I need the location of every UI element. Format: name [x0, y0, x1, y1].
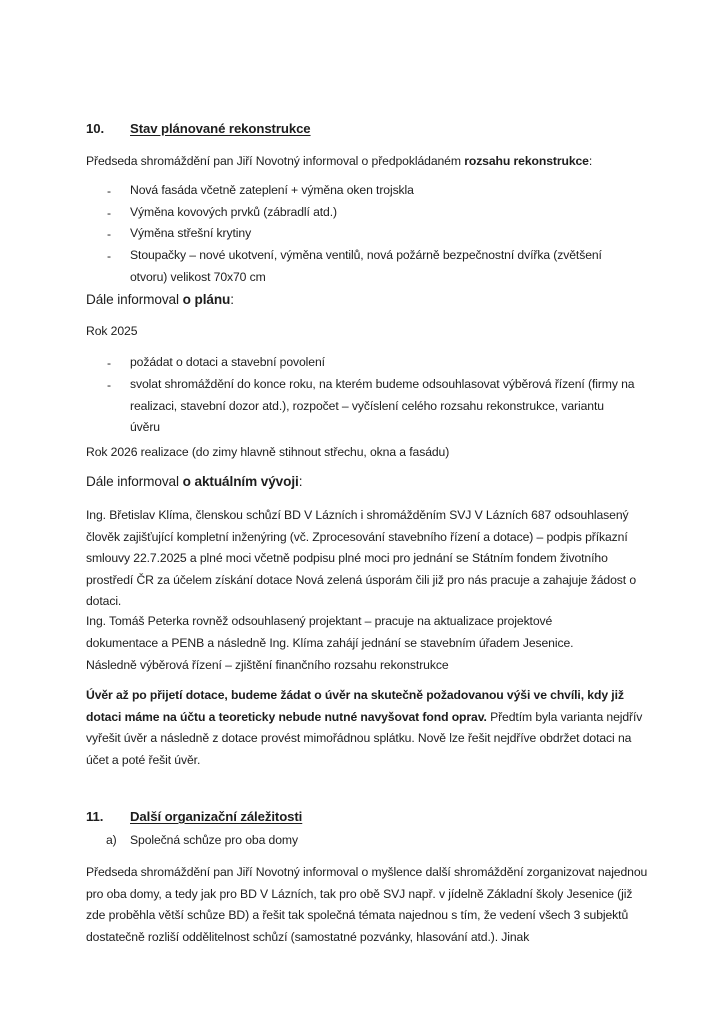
list-item: požádat o dotaci a stavební povolení [130, 355, 325, 369]
dev-heading-text: Dále informoval [86, 474, 183, 489]
section-10-heading [86, 121, 311, 137]
section-title: Stav plánované rekonstrukce [130, 121, 311, 136]
intro-text: Předseda shromáždění pan Jiří Novotný informoval o předpokládaném [86, 154, 465, 168]
dev-heading-suffix: : [298, 474, 303, 489]
list-item: Stoupačky – nové ukotvení, výměna ventilů, nová požárně bezpečnostní dvířka (zvětšení otvoru) velikost 70x70 cm [130, 248, 602, 284]
section-title: Další organizační záležitosti [130, 809, 303, 824]
list-marker: - [107, 378, 112, 392]
loan-text: Předtím byla varianta nejdřív vyřešit úvěr a následně z dotace provést mimořádnou splátku. Nově lze řešit nejdříve obdržet dotaci na účet a poté řešit úvěr. [86, 709, 643, 767]
list-marker: - [107, 227, 112, 241]
list-marker: - [107, 206, 112, 220]
development-heading [86, 474, 302, 490]
subsection-marker: a) [106, 833, 117, 847]
section-number: 11. [86, 809, 104, 824]
intro-suffix: : [588, 154, 593, 168]
development-paragraph-1: Ing. Břetislav Klíma, členskou schůzí BD V Lázních i shromážděním SVJ V Lázních 687 odsouhlasený člověk zajišťující kompletní inženýring (vč. Zprocesování stavebního řízení a dotace) – podpis příkazní smlouvy 22.7.2025 a plné moci včetně podpisu plné moci pro jednání se Státním fondem životního prostředí ČR za účelem získání dotace Nová zelená úsporám čili již pro nás pracuje a zahajuje žádost o dotaci. [86, 508, 637, 608]
scope-intro [86, 153, 592, 169]
plan-heading [86, 292, 234, 308]
loan-bold-text: Úvěr až po přijetí dotace, budeme žádat o úvěr na skutečně požadovanou výši ve chvíli, kdy již dotaci máme na účtu a teoreticky nebude nutné navyšovat fond oprav. [86, 688, 624, 724]
plan-heading-bold: o plánu [182, 292, 231, 307]
section-11-heading [86, 809, 302, 825]
list-item: Výměna kovových prvků (zábradlí atd.) [130, 205, 337, 219]
plan-heading-text: Dále informoval [86, 292, 183, 307]
development-paragraph-2: Ing. Tomáš Peterka rovněž odsouhlasený projektant – pracuje na aktualizace projektové dokumentace a PENB a následně Ing. Klíma zahájí jednání se stavebním úřadem Jesenice. [86, 614, 574, 650]
section-number: 10. [86, 121, 105, 136]
list-marker: - [107, 184, 112, 198]
intro-bold: rozsahu rekonstrukce [464, 154, 589, 168]
plan-heading-suffix: : [230, 292, 234, 307]
list-item: svolat shromáždění do konce roku, na kterém budeme odsouhlasovat výběrová řízení (firmy na realizaci, stavební dozor atd.), rozpočet – vyčíslení celého rozsahu rekonstrukce, variantu úvěru [130, 377, 635, 434]
list-item: Nová fasáda včetně zateplení + výměna oken trojskla [130, 183, 414, 197]
development-paragraph-3: Následně výběrová řízení – zjištění finančního rozsahu rekonstrukce [86, 658, 449, 672]
list-marker: - [107, 249, 112, 263]
subsection-title: Společná schůze pro oba domy [130, 833, 298, 847]
year-2026-text: Rok 2026 realizace (do zimy hlavně stihnout střechu, okna a fasádu) [86, 445, 450, 459]
year-2025-label: Rok 2025 [86, 324, 138, 338]
section-11-paragraph: Předseda shromáždění pan Jiří Novotný informoval o myšlence další shromáždění zorganizovat najednou pro oba domy, a tedy jak pro BD V Lázních, tak pro obě SVJ např. v jídelně Základní školy Jesenice (již zde proběhla větší schůze BD) a řešit tak společná témata najednou s tím, že vedení všech 3 subjektů dostatečně rozliší oddělitelnost schůzí (samostatné pozvánky, hlasování atd.). Jinak [86, 865, 648, 944]
loan-paragraph [86, 685, 652, 771]
list-item: Výměna střešní krytiny [130, 226, 252, 240]
dev-heading-bold: o aktuálním vývoji [182, 474, 299, 489]
list-marker: - [107, 356, 112, 370]
